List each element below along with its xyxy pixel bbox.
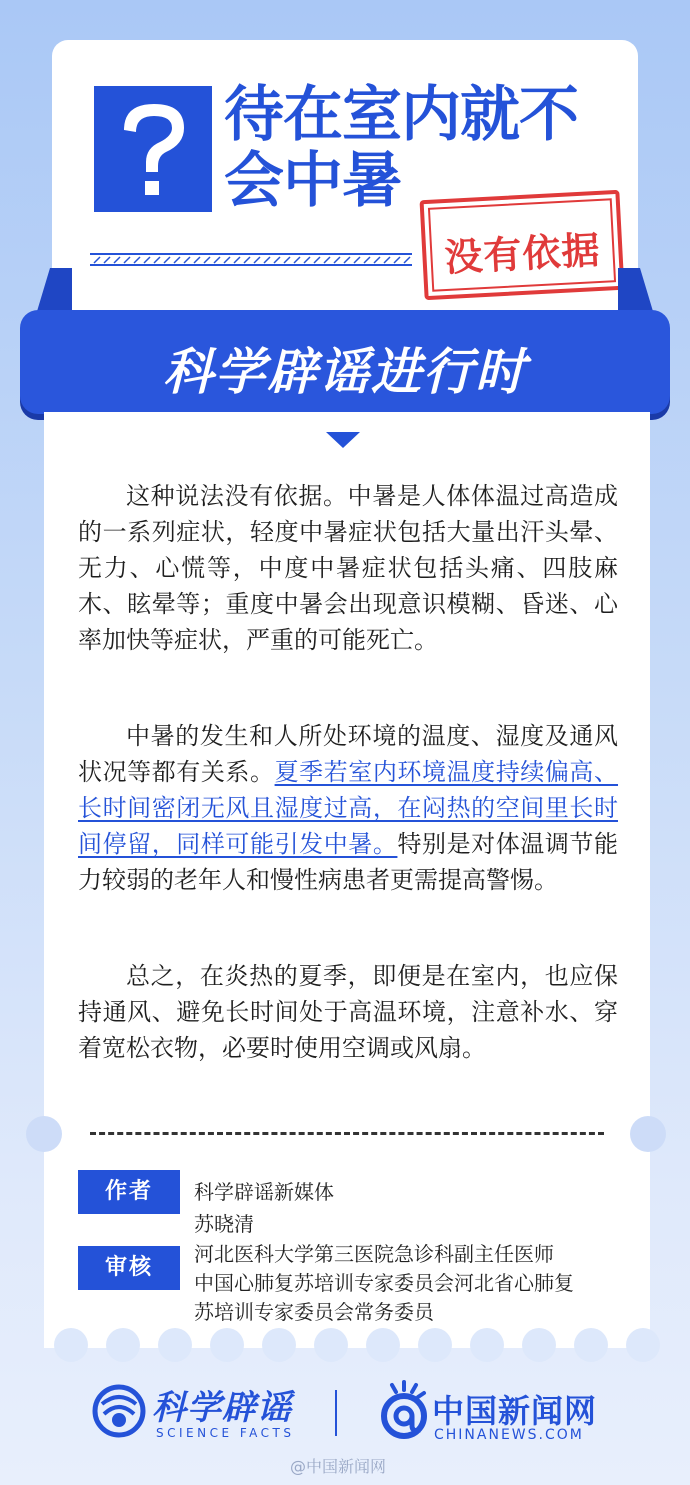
paragraph-2-end: 特别是对体温调节能力较弱的老年人和慢性病患者更需提高警惕。 (78, 830, 619, 894)
article-card (44, 412, 650, 1348)
reviewer-label: 审核 (78, 1246, 180, 1290)
reviewer-title-2: 中国心肺复苏培训专家委员会河北省心肺复 (194, 1271, 574, 1295)
ticket-notch-left (26, 1116, 62, 1152)
author-value: 科学辟谣新媒体 (194, 1180, 334, 1204)
section-banner (20, 310, 670, 414)
headline-card (52, 40, 638, 340)
ticket-notch-right (630, 1116, 666, 1152)
footer-divider (335, 1390, 337, 1436)
decorative-lines (90, 251, 412, 269)
question-mark-icon (94, 86, 212, 212)
chinanews-logo-en: CHINANEWS.COM (434, 1427, 584, 1443)
down-arrow-icon (326, 432, 360, 448)
divider-dashed (90, 1132, 604, 1135)
science-facts-logo-en: SCIENCE FACTS (156, 1426, 295, 1440)
ticket-scallop-edge (44, 1328, 650, 1352)
reviewer-title-1: 河北医科大学第三医院急诊科副主任医师 (194, 1242, 554, 1266)
paragraph-2-start: 中暑的发生和人所处环境的温度、湿度及通风状况等都有关系。 (78, 722, 618, 786)
verdict-stamp (420, 190, 625, 300)
paragraph-3: 总之，在炎热的夏季，即便是在室内，也应保持通风、避免长时间处于高温环境，注意补水、穿着宽松衣物，必要时使用空调或风扇。 (78, 962, 618, 1062)
verdict-stamp-text: 没有依据 (443, 226, 602, 281)
banner-title: 科学辟谣进行时 (163, 343, 527, 401)
science-facts-logo-icon (92, 1384, 146, 1438)
chinanews-logo-cn: 中国新闻网 (432, 1392, 598, 1430)
chinanews-logo-icon (376, 1380, 432, 1444)
paragraph-2 (78, 718, 618, 898)
headline-title: 待在室内就不会中暑 (224, 80, 578, 216)
paragraph-1: 这种说法没有依据。中暑是人体体温过高造成的一系列症状，轻度中暑症状包括大量出汗头晕、无力、心慌等，中度中暑症状包括头痛、四肢麻木、眩晕等；重度中暑会出现意识模糊、昏迷、心率加快等症状，严重的可能死亡。 (78, 482, 618, 654)
watermark: @中国新闻网 (290, 1457, 387, 1476)
author-label: 作者 (78, 1170, 180, 1214)
footer-logos (0, 1380, 690, 1450)
paragraph-2-highlight: 夏季若室内环境温度持续偏高、长时间密闭无风且湿度过高，在闷热的空间里长时间停留，同样可能引发中暑。 (78, 758, 619, 858)
science-facts-logo-cn: 科学辟谣 (152, 1388, 292, 1428)
reviewer-title-3: 苏培训专家委员会常务委员 (194, 1300, 434, 1324)
reviewer-name: 苏晓清 (194, 1212, 254, 1236)
